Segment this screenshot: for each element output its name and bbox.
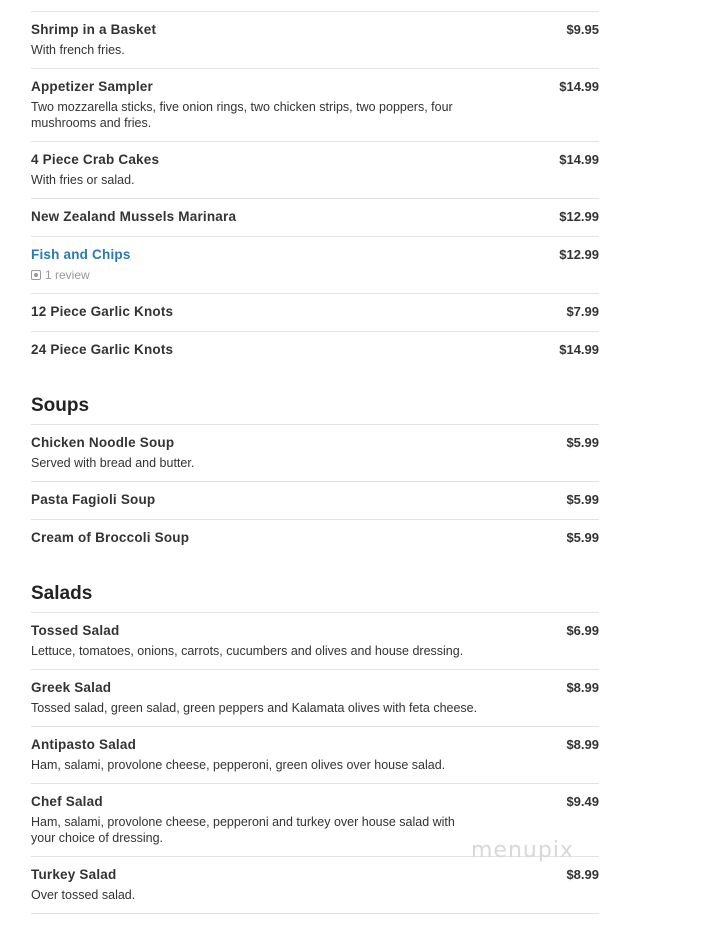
menu-item	[31, 141, 599, 198]
item-name: Tossed Salad	[31, 623, 120, 638]
menu-item	[31, 669, 599, 726]
review-count[interactable]	[31, 267, 599, 283]
menu-item	[31, 424, 599, 481]
item-description: Two mozzarella sticks, five onion rings, two chicken strips, two poppers, four mushrooms and fries.	[31, 100, 453, 130]
item-price: $5.99	[566, 435, 599, 450]
item-name: Pasta Fagioli Soup	[31, 492, 156, 507]
item-name: Antipasto Salad	[31, 737, 137, 752]
menu-item	[31, 11, 599, 68]
item-description: Tossed salad, green salad, green peppers and Kalamata olives with feta cheese.	[31, 701, 478, 715]
item-name: Shrimp in a Basket	[31, 22, 157, 37]
item-description: Served with bread and butter.	[31, 456, 195, 470]
item-price: $8.99	[566, 867, 599, 882]
watermark-logo: menupix	[471, 838, 574, 863]
item-name: New Zealand Mussels Marinara	[31, 209, 237, 224]
menu-item	[31, 519, 599, 557]
section-title-salads: Salads	[31, 583, 93, 604]
section-title-soups: Soups	[31, 395, 90, 416]
item-name: Chicken Noodle Soup	[31, 435, 175, 450]
item-name: 12 Piece Garlic Knots	[31, 304, 174, 319]
item-description: Ham, salami, provolone cheese, pepperoni, green olives over house salad.	[31, 758, 446, 772]
item-price: $8.99	[566, 737, 599, 752]
item-name: 24 Piece Garlic Knots	[31, 342, 174, 357]
item-price: $5.99	[566, 530, 599, 545]
menu-list	[31, 11, 599, 914]
menu-item	[31, 293, 599, 331]
item-price: $8.99	[566, 680, 599, 695]
item-price: $7.99	[566, 304, 599, 319]
item-price: $9.95	[566, 22, 599, 37]
item-name: Appetizer Sampler	[31, 79, 153, 94]
menu-item	[31, 612, 599, 669]
divider	[31, 913, 599, 914]
item-name: 4 Piece Crab Cakes	[31, 152, 160, 167]
item-name: Turkey Salad	[31, 867, 117, 882]
menu-item	[31, 198, 599, 236]
item-price: $9.49	[566, 794, 599, 809]
item-description: Ham, salami, provolone cheese, pepperoni and turkey over house salad with your choice of dressing.	[31, 815, 455, 845]
item-price: $14.99	[559, 79, 599, 94]
review-label: 1 review	[45, 268, 90, 282]
item-price: $12.99	[559, 209, 599, 224]
item-price: $12.99	[559, 247, 599, 262]
item-name: Cream of Broccoli Soup	[31, 530, 190, 545]
item-description: Lettuce, tomatoes, onions, carrots, cucumbers and olives and house dressing.	[31, 644, 464, 658]
item-name: Greek Salad	[31, 680, 112, 695]
review-icon	[31, 270, 41, 280]
item-price: $5.99	[566, 492, 599, 507]
menu-item	[31, 726, 599, 783]
item-description: With french fries.	[31, 43, 125, 57]
menu-item	[31, 481, 599, 519]
item-name-link[interactable]: Fish and Chips	[31, 247, 131, 262]
item-description: With fries or salad.	[31, 173, 135, 187]
menu-item	[31, 236, 599, 293]
menu-item	[31, 856, 599, 913]
menu-item	[31, 68, 599, 141]
item-name: Chef Salad	[31, 794, 103, 809]
menu-item	[31, 331, 599, 369]
item-price: $6.99	[566, 623, 599, 638]
item-price: $14.99	[559, 342, 599, 357]
item-price: $14.99	[559, 152, 599, 167]
item-description: Over tossed salad.	[31, 888, 136, 902]
